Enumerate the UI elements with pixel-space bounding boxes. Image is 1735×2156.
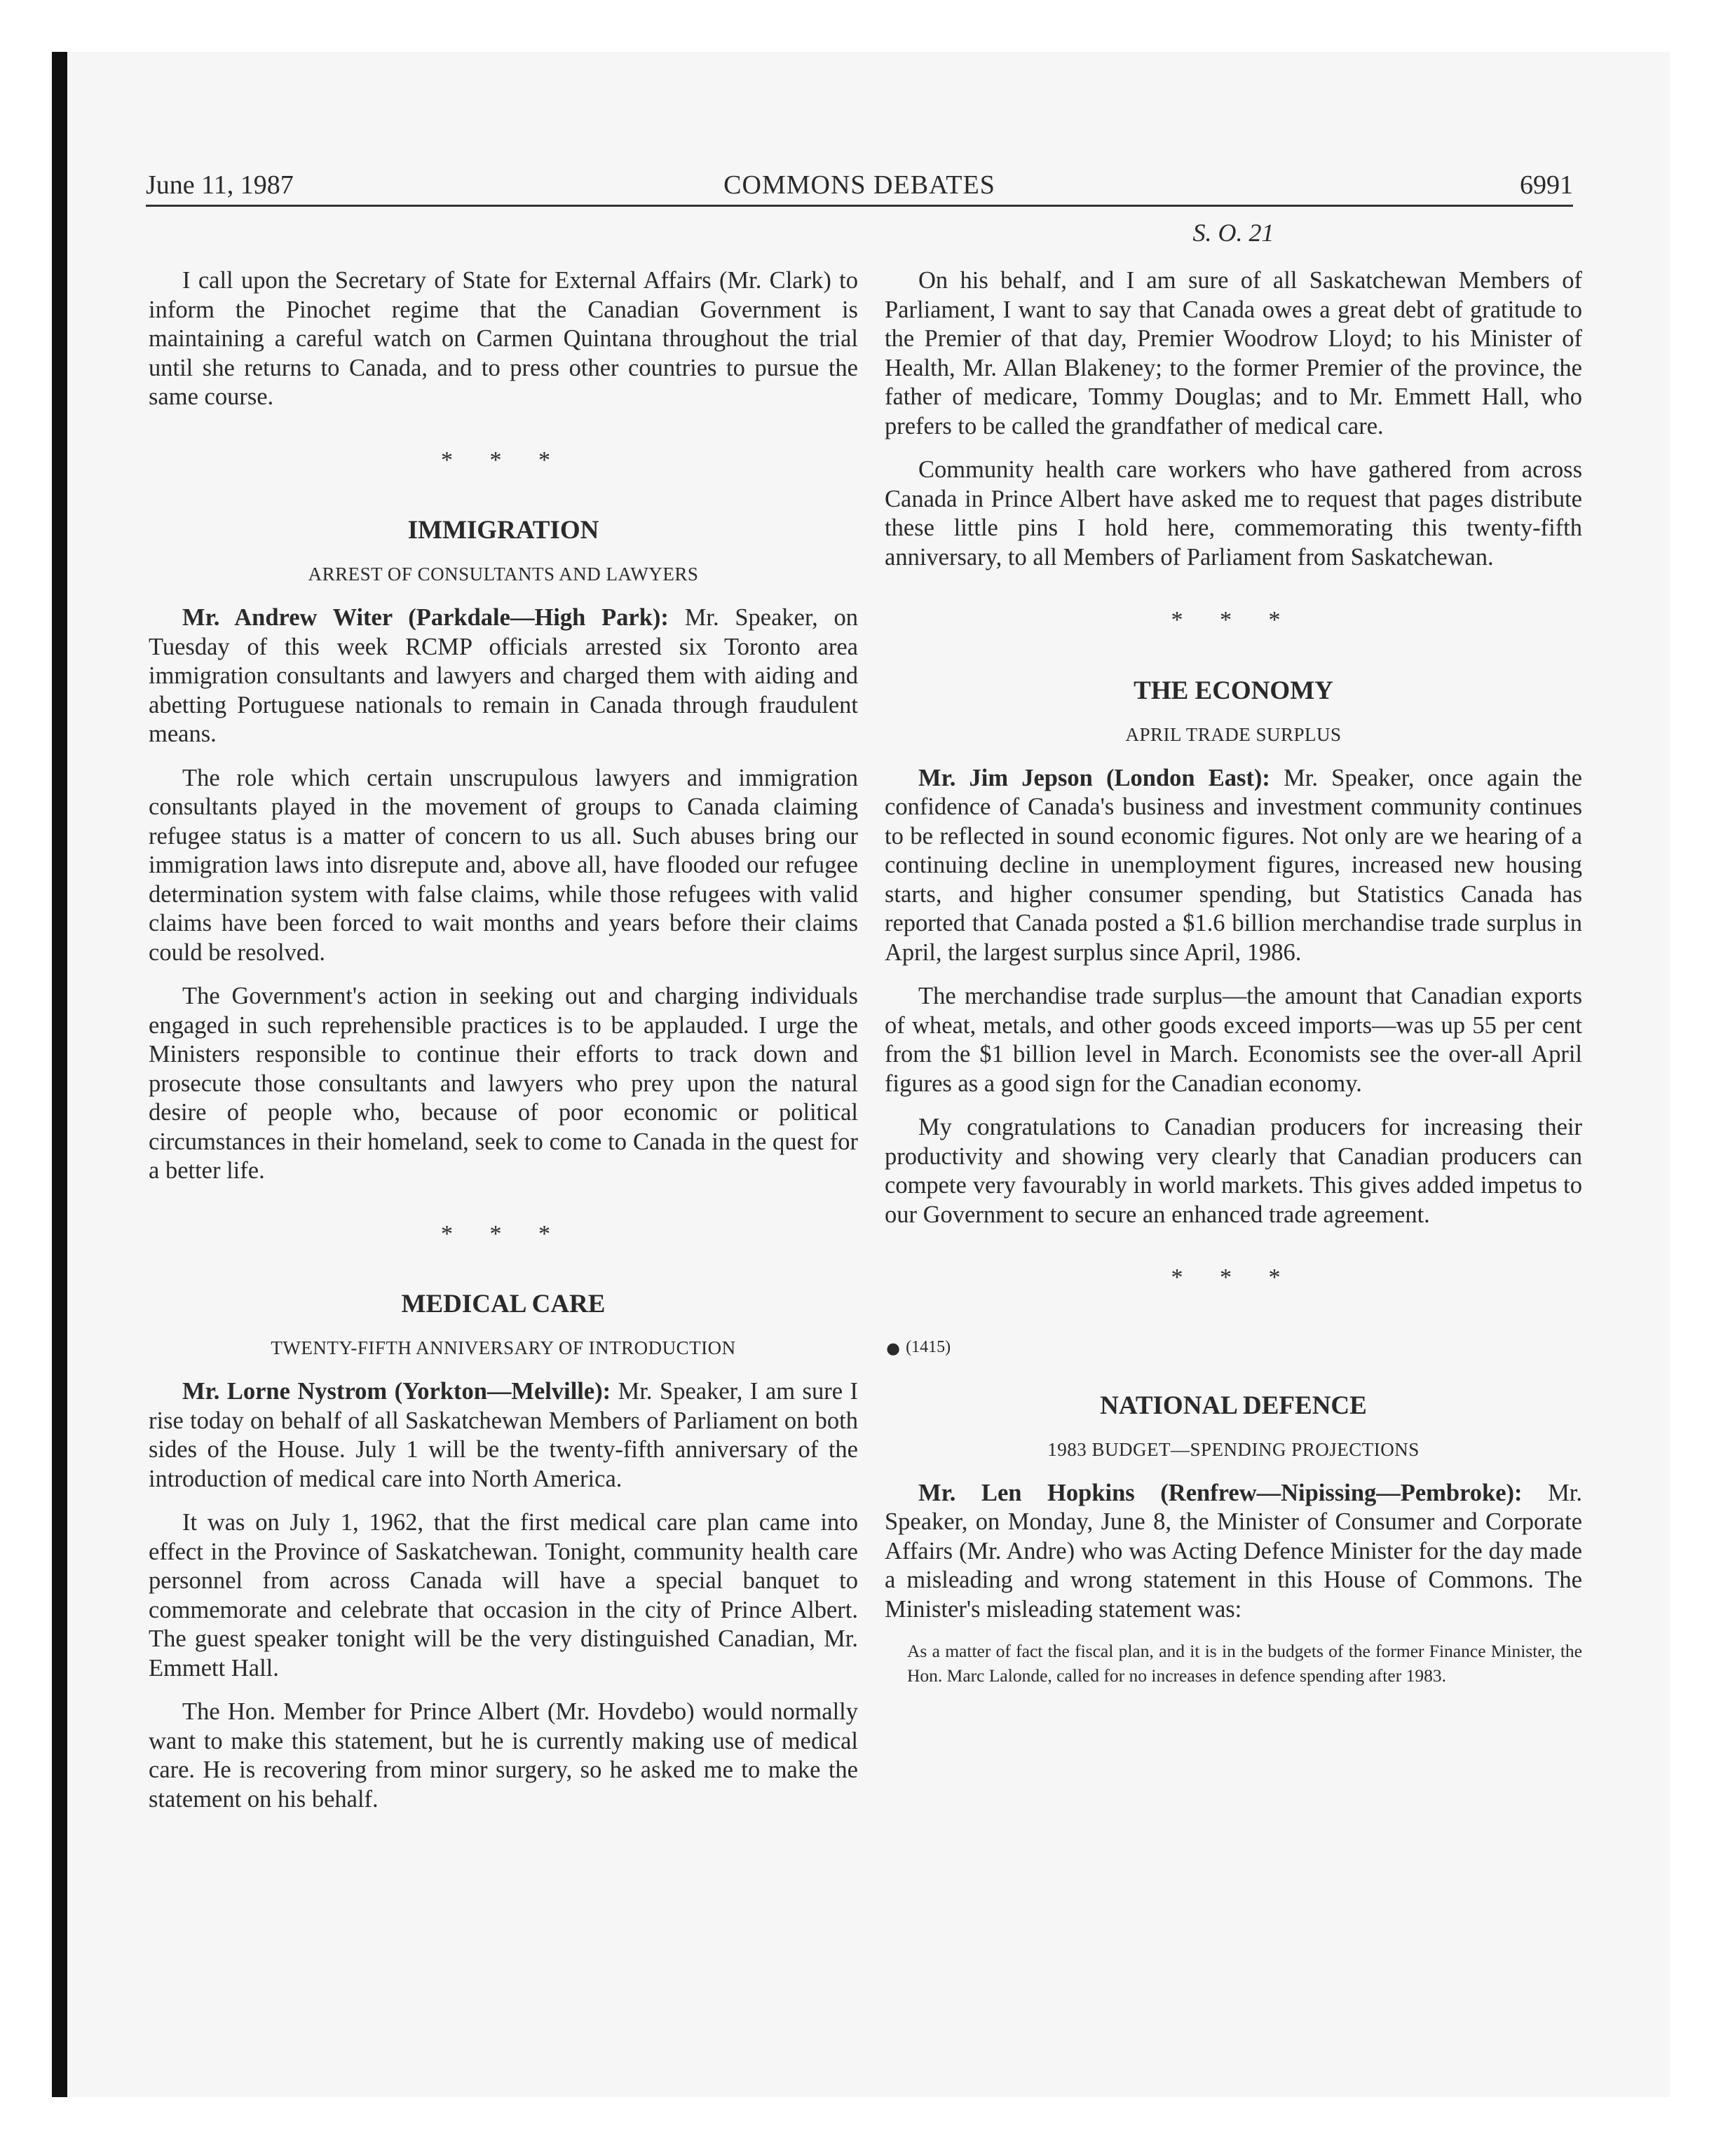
paragraph: On his behalf, and I am sure of all Saskatchewan Members of Parliament, I want to say that Canada owes a great debt of gratitude to the Premier of that day, Premier Woodrow Lloyd; to his Minister of Health, Mr. Allan Blakeney; to the former Premier of the province, the father of medicare, Tommy Douglas; and to Mr. Emmett Hall, who prefers to be called the grandfather of medical care. xyxy=(885,267,1582,439)
header-title: COMMONS DEBATES xyxy=(723,170,995,200)
paragraph xyxy=(885,764,1582,968)
paragraph: The Hon. Member for Prince Albert (Mr. Hovdebo) would normally want to make this statement, but he is currently making use of medical care. He is recovering from minor surgery, so he asked me to make the statement on his behalf. xyxy=(149,1698,858,1813)
section-separator: * * * xyxy=(1171,1264,1296,1290)
paragraph-text: Mr. Speaker, on Tuesday of this week RCMP officials arrested six Toronto area immigration consultants and lawyers and charged them with aiding and abetting Portuguese nationals to remain in Canada through fraudulent means. xyxy=(149,604,858,747)
paragraph-text: Mr. Speaker, I am sure I rise today on behalf of all Saskatchewan Members of Parliament on both sides of the House. July 1 will be the twenty-fifth anniversary of the introduction of medical care into North America. xyxy=(149,1378,858,1492)
section-heading-medical-care: MEDICAL CARE xyxy=(401,1290,606,1318)
paragraph: My congratulations to Canadian producers for increasing their productivity and showing very clearly that Canadian producers can compete very favourably in world markets. This gives added impetus to our Government to secure an enhanced trade agreement. xyxy=(885,1114,1582,1228)
paragraph: The role which certain unscrupulous lawyers and immigration consultants played in the movement of groups to Canada claiming refugee status is a matter of concern to us all. Such abuses bring our immigration laws into disrepute and, above all, have flooded our refugee determination system with false claims, while those refugees with valid claims have been forced to wait months and years before their claims could be resolved. xyxy=(149,764,858,966)
paragraph: It was on July 1, 1962, that the first medical care plan came into effect in the Province of Saskatchewan. Tonight, community health care personnel from across Canada will have a special banquet to commemorate and celebrate that occasion in the city of Prince Albert. The guest speaker tonight will be the very distinguished Canadian, Mr. Emmett Hall. xyxy=(149,1509,858,1681)
section-subheading: ARREST OF CONSULTANTS AND LAWYERS xyxy=(308,564,699,585)
section-separator: * * * xyxy=(441,1220,566,1247)
speaker-name: Mr. Jim Jepson (London East): xyxy=(918,764,1270,791)
left-column xyxy=(149,266,858,1829)
block-quote: As a matter of fact the fiscal plan, and it is in the budgets of the former Finance Minister, the Hon. Marc Lalonde, called for no increases in defence spending after 1983. xyxy=(907,1641,1582,1686)
bullet-icon: ● xyxy=(885,1332,902,1364)
header-rule xyxy=(146,205,1573,207)
page-number: 6991 xyxy=(1520,170,1573,200)
paragraph: I call upon the Secretary of State for External Affairs (Mr. Clark) to inform the Pinochet regime that the Canadian Government is maintaining a careful watch on Carmen Quintana throughout the trial until she returns to Canada, and to press other countries to pursue the same course. xyxy=(149,267,858,410)
paragraph xyxy=(149,1377,858,1494)
paragraph-text: Mr. Speaker, once again the confidence of Canada's business and investment community continues to be reflected in sound economic figures. Not only are we hearing of a continuing decline in unemployment figures, increased new housing starts, and higher consumer spending, but Statistics Canada has reported that Canada posted a $1.6 billion merchandise trade surplus in April, the largest surplus since April, 1986. xyxy=(885,764,1582,966)
paragraph: Community health care workers who have gathered from across Canada in Prince Albert have asked me to request that pages distribute these little pins I hold here, commemorating this twenty-fifth anniversary, to all Members of Parliament from Saskatchewan. xyxy=(885,456,1582,571)
section-separator: * * * xyxy=(1171,607,1296,633)
section-heading-immigration: IMMIGRATION xyxy=(407,516,599,545)
standing-order-tag: S. O. 21 xyxy=(1192,219,1274,247)
scan-edge xyxy=(52,52,67,2097)
paragraph-text: Mr. Speaker, on Monday, June 8, the Minister of Consumer and Corporate Affairs (Mr. Andre) who was Acting Defence Minister for the day made a misleading and wrong statement in this House of Commons. The Minister's misleading statement was: xyxy=(885,1479,1582,1623)
section-heading-national-defence: NATIONAL DEFENCE xyxy=(1100,1391,1367,1420)
paragraph xyxy=(885,1479,1582,1625)
paragraph xyxy=(149,603,858,749)
section-subheading: TWENTY-FIFTH ANNIVERSARY OF INTRODUCTION xyxy=(271,1337,736,1358)
section-subheading: 1983 BUDGET—SPENDING PROJECTIONS xyxy=(1047,1438,1420,1460)
section-separator: * * * xyxy=(441,446,566,473)
time-marker-text: (1415) xyxy=(906,1337,951,1356)
section-subheading: APRIL TRADE SURPLUS xyxy=(1125,723,1342,745)
speaker-name: Mr. Len Hopkins (Renfrew—Nipissing—Pembroke): xyxy=(918,1479,1523,1506)
right-column xyxy=(885,217,1582,1688)
time-marker xyxy=(885,1333,1582,1363)
running-head xyxy=(146,165,1573,205)
header-date: June 11, 1987 xyxy=(146,170,294,200)
section-heading-economy: THE ECONOMY xyxy=(1134,676,1333,705)
paragraph: The merchandise trade surplus—the amount that Canadian exports of wheat, metals, and other goods exceed imports—was up 55 per cent from the $1 billion level in March. Economists see the over-all April figures as a good sign for the Canadian economy. xyxy=(885,983,1582,1097)
paragraph: The Government's action in seeking out and charging individuals engaged in such reprehensible practices is to be applauded. I urge the Ministers responsible to continue their efforts to track down and prosecute those consultants and lawyers who prey upon the natural desire of people who, because of poor economic or political circumstances in their homeland, seek to come to Canada in the quest for a better life. xyxy=(149,983,858,1184)
speaker-name: Mr. Andrew Witer (Parkdale—High Park): xyxy=(182,604,669,631)
speaker-name: Mr. Lorne Nystrom (Yorkton—Melville): xyxy=(182,1378,611,1405)
